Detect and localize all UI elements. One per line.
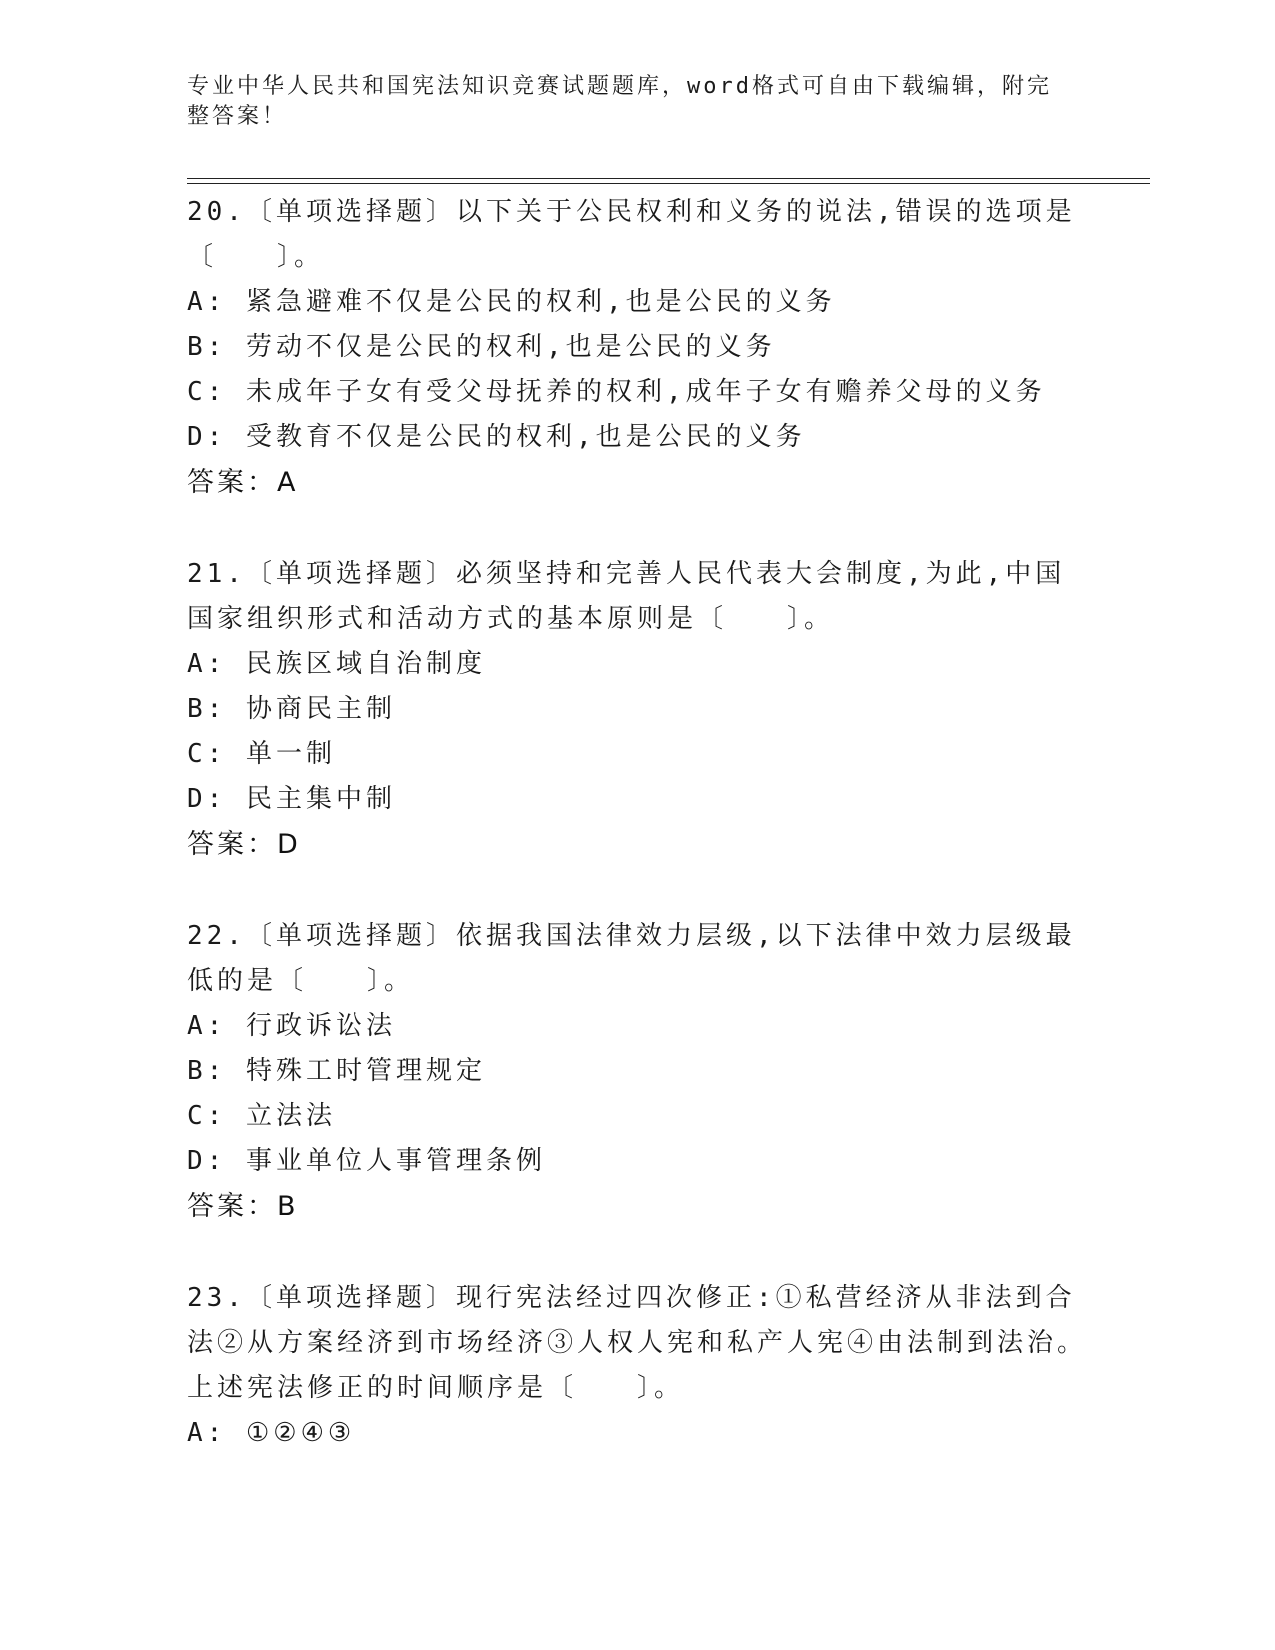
option-a: A: 行政诉讼法 — [187, 1011, 396, 1041]
document-header: 专业中华人民共和国宪法知识竞赛试题题库，word格式可自由下载编辑，附完整答案！ — [187, 74, 1052, 129]
answer-line: 答案：A — [187, 467, 299, 498]
option-b: B: 协商民主制 — [187, 694, 396, 724]
option-d: D: 民主集中制 — [187, 784, 396, 814]
option-c: C: 未成年子女有受父母抚养的权利,成年子女有赡养父母的义务 — [187, 377, 1046, 407]
answer-line: 答案：B — [187, 1191, 299, 1222]
option-b: B: 劳动不仅是公民的权利,也是公民的义务 — [187, 332, 776, 362]
option-c: C: 单一制 — [187, 739, 336, 769]
question-20 — [187, 190, 1087, 506]
question-21 — [187, 552, 1087, 868]
option-a: A: 民族区域自治制度 — [187, 649, 486, 679]
option-a: A: 紧急避难不仅是公民的权利,也是公民的义务 — [187, 287, 836, 317]
header-rule-bottom — [187, 183, 1150, 184]
option-b: B: 特殊工时管理规定 — [187, 1056, 486, 1086]
header-rule-top — [187, 178, 1150, 179]
answer-line: 答案：D — [187, 829, 301, 860]
question-22 — [187, 914, 1087, 1230]
option-d: D: 事业单位人事管理条例 — [187, 1146, 546, 1176]
option-a: A: ①②④③ — [187, 1418, 356, 1448]
question-stem: 23.〔单项选择题〕现行宪法经过四次修正:①私营经济从非法到合法②从方案经济到市场经济③人权人宪和私产人宪④由法制到法治。上述宪法修正的时间顺序是〔 〕。 — [187, 1283, 1088, 1403]
question-23 — [187, 1276, 1087, 1456]
option-d: D: 受教育不仅是公民的权利,也是公民的义务 — [187, 422, 806, 452]
question-stem: 21.〔单项选择题〕必须坚持和完善人民代表大会制度,为此,中国国家组织形式和活动方式的基本原则是〔 〕。 — [187, 559, 1066, 634]
question-stem: 22.〔单项选择题〕依据我国法律效力层级,以下法律中效力层级最低的是〔 〕。 — [187, 921, 1076, 996]
question-stem: 20.〔单项选择题〕以下关于公民权利和义务的说法,错误的选项是〔 〕。 — [187, 197, 1076, 272]
question-list — [187, 190, 1087, 1502]
option-c: C: 立法法 — [187, 1101, 336, 1131]
